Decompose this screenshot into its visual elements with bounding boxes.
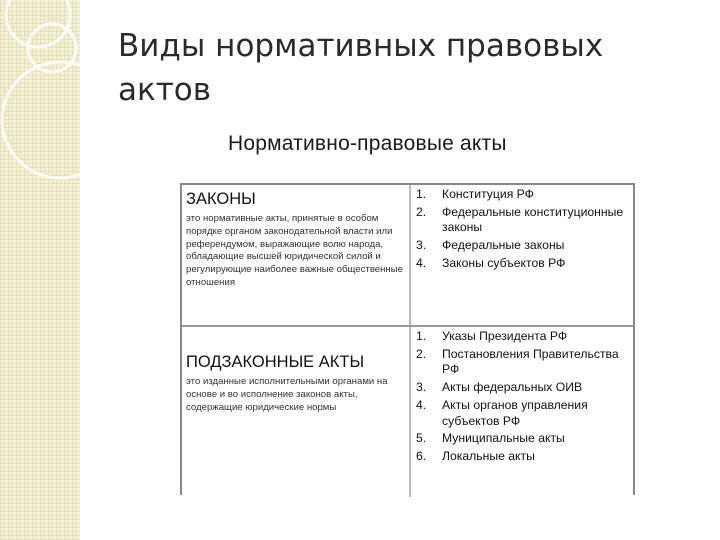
- item-number: 1.: [416, 187, 427, 201]
- list-item: [416, 238, 631, 253]
- item-number: 4.: [416, 398, 427, 413]
- items-cell: [416, 185, 631, 274]
- list-item: [416, 398, 631, 429]
- item-text: Федеральные конституционные законы: [442, 204, 624, 235]
- table-title: Нормативно-правовые акты: [228, 132, 507, 155]
- item-text: Муниципальные акты: [442, 431, 565, 446]
- item-number: 4.: [416, 256, 427, 271]
- category-cell: [186, 327, 406, 414]
- list-item: [416, 329, 631, 344]
- category-description: это нормативные акты, принятые в особом порядке органом законодательной власти или референдумом, выражающие волю народа, обладающие высшей юридической силой и регулирующие наиболее важные общественные отношения: [186, 213, 403, 288]
- list-item: [416, 347, 631, 378]
- slide-title: Виды нормативных правовых актов: [118, 28, 604, 108]
- category-cell: [186, 185, 406, 290]
- item-number: 3.: [416, 380, 427, 395]
- list-item: [416, 187, 631, 202]
- items-list: [416, 187, 631, 272]
- item-number: 3.: [416, 238, 427, 253]
- decorative-side-band: [0, 0, 80, 540]
- list-item: [416, 256, 631, 271]
- item-number: 1.: [416, 329, 427, 343]
- table-row-laws: [182, 185, 633, 325]
- item-text: Акты федеральных ОИВ: [442, 380, 583, 395]
- column-divider: [409, 185, 411, 325]
- legal-acts-table: [180, 183, 635, 495]
- item-number: 2.: [416, 204, 427, 219]
- items-cell: [416, 327, 631, 467]
- category-heading: ЗАКОНЫ: [186, 190, 256, 208]
- item-number: 2.: [416, 346, 427, 361]
- item-number: 5.: [416, 431, 427, 446]
- item-text: Федеральные законы: [442, 238, 565, 253]
- list-item: [416, 380, 631, 395]
- table-row-bylaws: [182, 325, 633, 497]
- list-item: [416, 205, 631, 236]
- items-list: [416, 329, 631, 465]
- list-item: [416, 431, 631, 446]
- item-text: Локальные акты: [442, 449, 535, 464]
- list-item: [416, 449, 631, 464]
- item-text: Конституция РФ: [442, 187, 534, 201]
- item-text: Постановления Правительства РФ: [442, 346, 619, 377]
- column-divider: [409, 327, 411, 497]
- category-heading: ПОДЗАКОННЫЕ АКТЫ: [186, 353, 365, 371]
- category-description: это изданные исполнительными органами на основе и во исполнение законов акты, содержащие юридические нормы: [186, 376, 388, 413]
- circle-ornament: [0, 0, 80, 540]
- item-text: Акты органов управления субъектов РФ: [442, 398, 588, 428]
- item-text: Законы субъектов РФ: [442, 256, 566, 271]
- item-text: Указы Президента РФ: [442, 329, 568, 343]
- item-number: 6.: [416, 449, 427, 464]
